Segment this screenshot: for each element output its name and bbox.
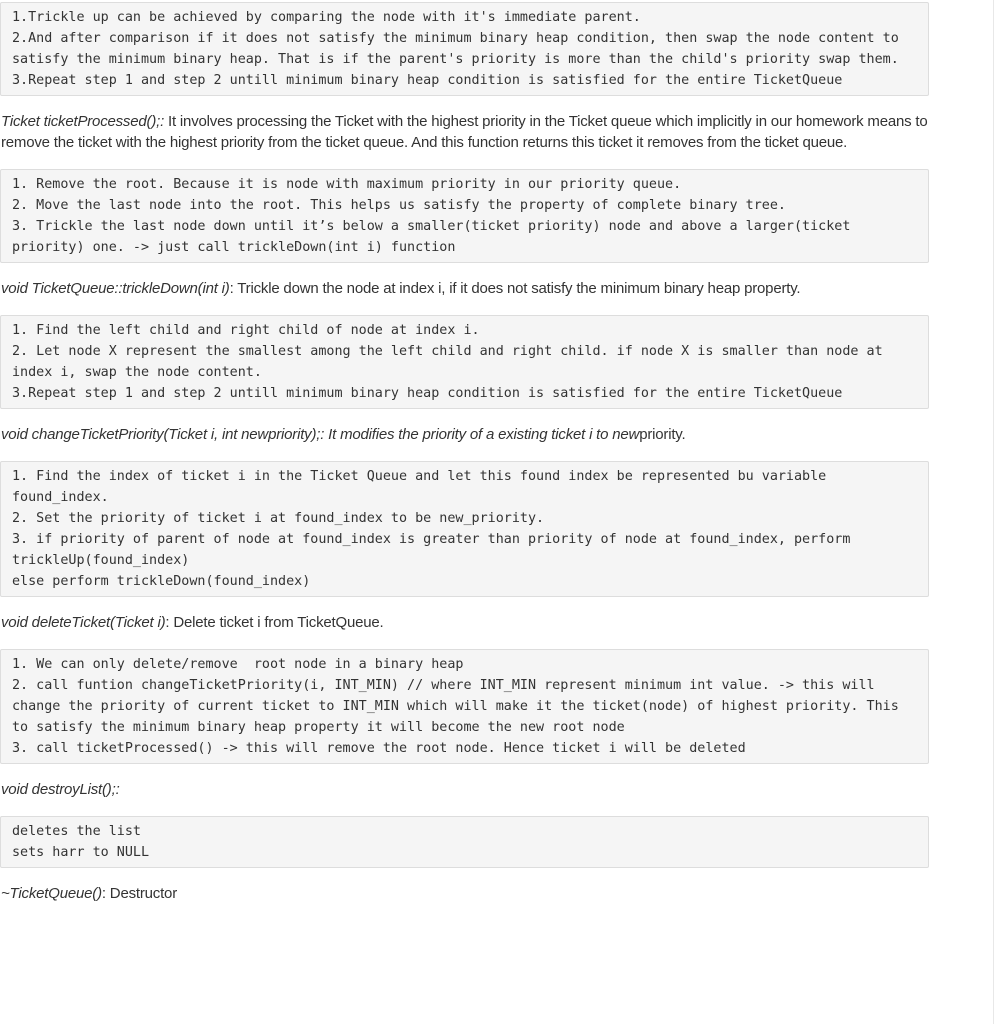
code-block-destroy-list	[0, 816, 929, 868]
delete-ticket-description	[0, 612, 930, 633]
code-line: sets harr to NULL	[12, 845, 150, 860]
code-line: 3.Repeat step 1 and step 2 untill minimum binary heap condition is satisfied for the entire TicketQueue	[12, 73, 843, 88]
code-line: else perform trickleDown(found_index)	[12, 574, 311, 589]
code-line: 1. Remove the root. Because it is node with maximum priority in our priority queue.	[12, 177, 682, 192]
function-signature: void changeTicketPriority(Ticket i, int newpriority);: It modifies the priority of a existing ticket i to new	[1, 426, 640, 443]
code-line: 2. Let node X represent the smallest among the left child and right child. if node X is smaller than node at index i, swap the node content.	[12, 344, 891, 380]
code-line: 1. Find the index of ticket i in the Ticket Queue and let this found index be represented bu variable found_index.	[12, 469, 835, 505]
function-signature: void destroyList();:	[1, 781, 120, 798]
function-description: : Destructor	[101, 885, 177, 902]
function-signature: void TicketQueue::trickleDown(int i)	[1, 280, 230, 297]
function-signature: void deleteTicket(Ticket i)	[1, 614, 166, 631]
function-description: : Trickle down the node at index i, if it does not satisfy the minimum binary heap property.	[229, 280, 801, 297]
code-line: 2. Set the priority of ticket i at found_index to be new_priority.	[12, 511, 545, 526]
code-block-ticket-processed	[0, 169, 929, 263]
code-line: 3. if priority of parent of node at found_index is greater than priority of node at found_index, perform trickleUp(found_index)	[12, 532, 859, 568]
code-line: 2. call funtion changeTicketPriority(i, INT_MIN) // where INT_MIN represent minimum int value. -> this will change the priority of current ticket to INT_MIN which will make it the ticket(node) of highest priority. This to satisfy the minimum binary heap property it will become the new root node	[12, 678, 907, 735]
code-line: deletes the list	[12, 824, 141, 839]
code-line: 3. call ticketProcessed() -> this will remove the root node. Hence ticket i will be deleted	[12, 741, 746, 756]
code-line: 1. We can only delete/remove root node in a binary heap	[12, 657, 464, 672]
destroy-list-description	[0, 779, 930, 800]
code-line: 1. Find the left child and right child of node at index i.	[12, 323, 480, 338]
change-priority-description	[0, 424, 930, 445]
code-line: 1.Trickle up can be achieved by comparing the node with it's immediate parent.	[12, 10, 641, 25]
code-line: 2. Move the last node into the root. This helps us satisfy the property of complete binary tree.	[12, 198, 786, 213]
code-line: 2.And after comparison if it does not satisfy the minimum binary heap condition, then swap the node content to satisfy the minimum binary heap. That is if the parent's priority is more than the child's priority swap them.	[12, 31, 907, 67]
function-description: : Delete ticket i from TicketQueue.	[165, 614, 384, 631]
code-block-trickle-up	[0, 2, 929, 96]
function-signature: Ticket ticketProcessed();:	[1, 113, 165, 130]
trickle-down-description	[0, 278, 930, 299]
code-block-change-priority	[0, 461, 929, 597]
code-line: 3. Trickle the last node down until it’s below a smaller(ticket priority) node and above a larger(ticket priority) one. -> just call trickleDown(int i) function	[12, 219, 859, 255]
function-description: priority.	[639, 426, 686, 443]
destructor-description	[0, 883, 930, 904]
ticket-processed-description	[0, 111, 930, 153]
code-line: 3.Repeat step 1 and step 2 untill minimum binary heap condition is satisfied for the entire TicketQueue	[12, 386, 843, 401]
function-signature: ~TicketQueue()	[1, 885, 102, 902]
code-block-delete-ticket	[0, 649, 929, 764]
function-description: It involves processing the Ticket with the highest priority in the Ticket queue which implicitly in our homework means to remove the ticket with the highest priority from the ticket queue. And this function returns this ticket it removes from the ticket queue.	[1, 113, 928, 151]
code-block-trickle-down	[0, 315, 929, 409]
